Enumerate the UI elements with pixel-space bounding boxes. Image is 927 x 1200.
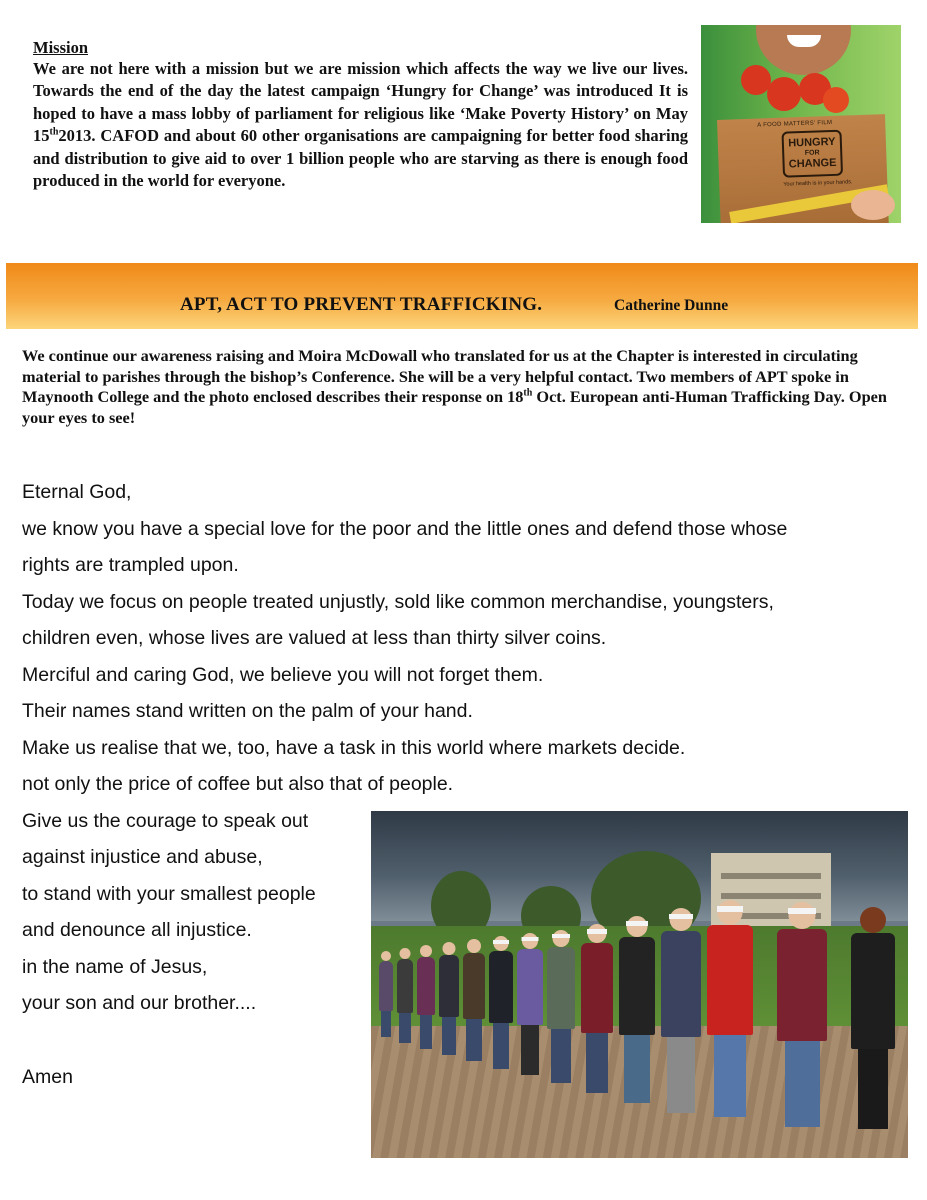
prayer-line: in the name of Jesus, bbox=[22, 955, 208, 978]
person bbox=[777, 929, 827, 1041]
hand bbox=[851, 190, 895, 220]
person-legs bbox=[624, 1035, 649, 1103]
prayer-line: Make us realise that we, too, have a task in this world where markets decide. bbox=[22, 736, 686, 759]
apt-text-part2: Oct. European anti-Human Trafficking Day. Open your eyes to see! bbox=[22, 387, 887, 428]
mission-text-part2: 2013. CAFOD and about 60 other organisations are campaigning for better food sharing and distribution to give aid to over 1 billion people who are starving as there is enough food produced in the world for everyone. bbox=[33, 126, 688, 191]
woman-face bbox=[756, 25, 851, 75]
person bbox=[417, 957, 435, 1015]
person-head bbox=[443, 942, 456, 955]
person bbox=[489, 951, 513, 1023]
building-window-row bbox=[721, 873, 821, 879]
prayer-line: rights are trampled upon. bbox=[22, 554, 239, 576]
person-head bbox=[860, 907, 886, 933]
mission-text-part1: We are not here with a mission but we are mission which affects the way we live our lives. Towards the end of the day the latest campaign ‘Hungry for Change’ was introduced It is hoped to have a mass lobby of parliament for religious like ‘Make Poverty History’ on May 15 bbox=[33, 59, 688, 146]
person bbox=[379, 961, 393, 1011]
person-head bbox=[670, 908, 693, 931]
person bbox=[439, 955, 459, 1017]
person-legs bbox=[381, 1011, 391, 1037]
mission-paragraph bbox=[33, 58, 688, 192]
person-legs bbox=[466, 1019, 481, 1061]
blindfold bbox=[493, 940, 509, 944]
person bbox=[517, 949, 543, 1025]
prayer-line: and denounce all injustice. bbox=[22, 919, 252, 941]
person bbox=[547, 947, 575, 1029]
tomato bbox=[767, 77, 801, 111]
prayer-amen: Amen bbox=[22, 1066, 73, 1088]
blindfold bbox=[788, 908, 816, 914]
person-legs bbox=[551, 1029, 571, 1083]
person-head bbox=[381, 951, 391, 961]
blindfold bbox=[587, 929, 607, 934]
prayer-line: Today we focus on people treated unjustly, sold like common merchandise, youngsters, bbox=[22, 590, 774, 613]
person-legs bbox=[399, 1013, 410, 1043]
person bbox=[851, 933, 895, 1049]
person bbox=[397, 959, 413, 1013]
prayer-line: we know you have a special love for the poor and the little ones and defend those whose bbox=[22, 517, 788, 540]
mission-section bbox=[33, 38, 688, 192]
bag-film-label: A FOOD MATTERS' FILM bbox=[757, 119, 833, 129]
prayer-line: Merciful and caring God, we believe you will not forget them. bbox=[22, 663, 544, 686]
apt-date-suffix: th bbox=[523, 387, 533, 399]
blindfold bbox=[552, 934, 570, 938]
prayer-line: against injustice and abuse, bbox=[22, 846, 263, 868]
apt-body bbox=[22, 346, 912, 429]
prayer-line: to stand with your smallest people bbox=[22, 882, 316, 905]
blindfold bbox=[626, 921, 648, 926]
person-legs bbox=[667, 1037, 695, 1113]
person bbox=[619, 937, 655, 1035]
person-head bbox=[627, 916, 648, 937]
person bbox=[661, 931, 701, 1037]
person-head bbox=[553, 930, 570, 947]
person-head bbox=[522, 933, 538, 949]
prayer-line: Eternal God, bbox=[22, 481, 132, 503]
blindfold-walk-photo bbox=[371, 811, 908, 1158]
person-head bbox=[789, 902, 816, 929]
mission-heading: Mission bbox=[33, 38, 89, 57]
bag-tagline: Your health is in your hands. bbox=[783, 179, 853, 188]
person-legs bbox=[714, 1035, 746, 1117]
person-head bbox=[718, 900, 743, 925]
apt-text-part1: We continue our awareness raising and Moira McDowall who translated for us at the Chapter is interested in circulating material to parishes through the bishop’s Conference. She will be a very helpful contact. Two members of APT spoke in Maynooth College and the photo enclosed describes their response on 18 bbox=[22, 346, 858, 407]
prayer-line: your son and our brother.... bbox=[22, 992, 257, 1014]
person-head bbox=[400, 948, 411, 959]
person-legs bbox=[586, 1033, 608, 1093]
person bbox=[581, 943, 613, 1033]
apt-author: Catherine Dunne bbox=[614, 297, 729, 314]
hungry-for-change-logo bbox=[781, 130, 843, 178]
logo-line-for: FOR bbox=[804, 149, 820, 157]
hungry-for-change-photo bbox=[701, 25, 901, 223]
person-legs bbox=[442, 1017, 456, 1055]
apt-title: APT, ACT TO PREVENT TRAFFICKING. bbox=[180, 294, 543, 315]
prayer-line: children even, whose lives are valued at less than thirty silver coins. bbox=[22, 627, 607, 649]
person-legs bbox=[785, 1041, 820, 1127]
person-legs bbox=[420, 1015, 433, 1049]
tomato bbox=[823, 87, 849, 113]
prayer-line: Their names stand written on the palm of your hand. bbox=[22, 700, 473, 722]
prayer-line: Give us the courage to speak out bbox=[22, 809, 309, 832]
person bbox=[463, 953, 485, 1019]
blindfold bbox=[522, 937, 539, 941]
person bbox=[707, 925, 753, 1035]
person-legs bbox=[493, 1023, 510, 1069]
person-legs bbox=[521, 1025, 539, 1075]
blindfold bbox=[669, 914, 693, 919]
person-head bbox=[467, 939, 481, 953]
person-head bbox=[420, 945, 432, 957]
person-legs bbox=[858, 1049, 889, 1129]
building-window-row bbox=[721, 893, 821, 899]
prayer-line: not only the price of coffee but also that of people. bbox=[22, 773, 454, 795]
logo-line-hungry: HUNGRY bbox=[788, 135, 836, 150]
logo-line-change: CHANGE bbox=[788, 156, 837, 171]
blindfold bbox=[717, 906, 743, 912]
mission-date-suffix: th bbox=[49, 126, 59, 138]
